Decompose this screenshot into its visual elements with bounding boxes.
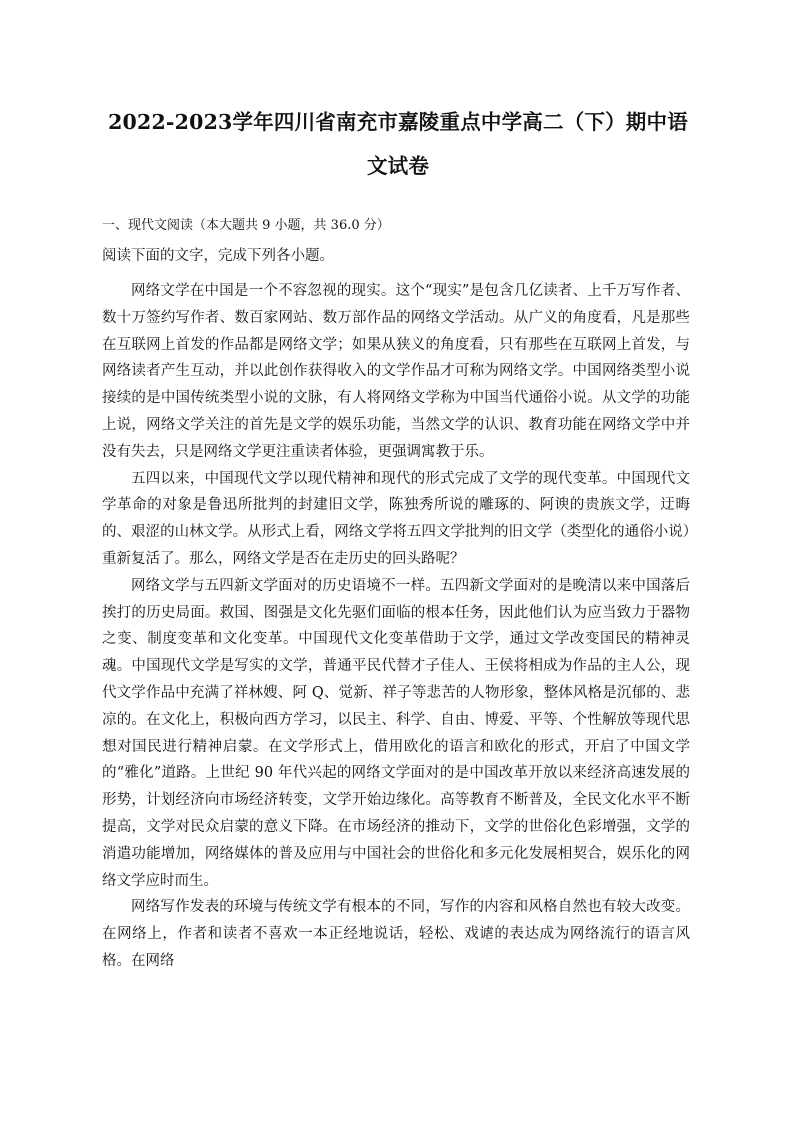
reading-instruction: 阅读下面的文字，完成下列各小题。 — [102, 248, 334, 264]
paragraph: 网络文学与五四新文学面对的历史语境不一样。五四新文学面对的是晚清以来中国落后挨打的历史局面。救国、图强是文化先驱们面临的根本任务，因此他们认为应当致力于器物之变、制度变革和文化变革。中国现代文化变革借助于文学，通过文学改变国民的精神灵魂。中国现代文学是写实的文学，普通平民代替才子佳人、王侯将相成为作品的主人公，现代文学作品中充满了祥林嫂、阿 Q、觉新、祥子等悲苦的人物形象，整体风格是沉郁的、悲凉的。在文化上，积极向西方学习，以民主、科学、自由、博爱、平等、个性解放等现代思想对国民进行精神启蒙。在文学形式上，借用欧化的语言和欧化的形式，开启了中国文学的“雅化”道路。上世纪 90 年代兴起的网络文学面对的是中国改革开放以来经济高速发展的形势，计划经济向市场经济转变，文学开始边缘化。高等教育不断普及，全民文化水平不断提高，文学对民众启蒙的意义下降。在市场经济的推动下，文学的世俗化色彩增强，文学的消遣功能增加，网络媒体的普及应用与中国社会的世俗化和多元化发展相契合，娱乐化的网络文学应时而生。 — [102, 577, 690, 889]
document-title: 2022-2023学年四川省南充市嘉陵重点中学高二（下）期中语文试卷 — [108, 110, 688, 178]
section-heading: 一、现代文阅读（本大题共 9 小题，共 36.0 分） — [102, 218, 390, 233]
paragraph: 网络文学在中国是一个不容忽视的现实。这个“现实”是包含几亿读者、上千万写作者、数十万签约写作者、数百家网站、数万部作品的网络文学活动。从广义的角度看，凡是那些在互联网上首发的作品都是网络文学；如果从狭义的角度看，只有那些在互联网上首发，与网络读者产生互动，并以此创作获得收入的文学作品才可称为网络文学。中国网络类型小说接续的是中国传统类型小说的文脉，有人将网络文学称为中国当代通俗小说。从文学的功能上说，网络文学关注的首先是文学的娱乐功能，当然文学的认识、教育功能在网络文学中并没有失去，只是网络文学更注重读者体验，更强调寓教于乐。 — [102, 283, 690, 460]
paragraph: 网络写作发表的环境与传统文学有根本的不同，写作的内容和风格自然也有较大改变。在网络上，作者和读者不喜欢一本正经地说话，轻松、戏谑的表达成为网络流行的语言风格。在网络 — [102, 899, 690, 969]
reading-passage — [102, 278, 690, 975]
paragraph: 五四以来，中国现代文学以现代精神和现代的形式完成了文学的现代变革。中国现代文学革命的对象是鲁迅所批判的封建旧文学，陈独秀所说的雕琢的、阿谀的贵族文学，迂晦的、艰涩的山林文学。从形式上看，网络文学将五四文学批判的旧文学（类型化的通俗小说）重新复活了。那么，网络文学是否在走历史的回头路呢？ — [102, 470, 690, 567]
